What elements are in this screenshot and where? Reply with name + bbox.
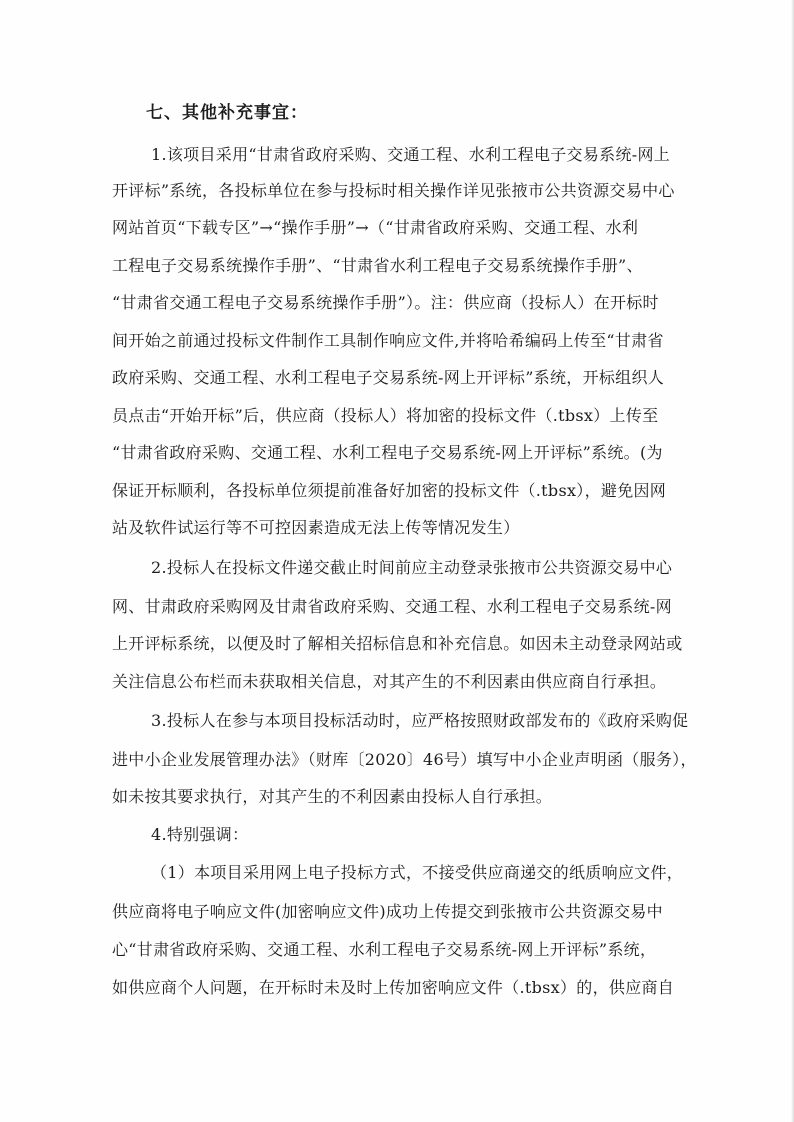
paragraph-5-line-3: 心“甘肃省政府采购、交通工程、水利工程电子交易系统-网上开评标”系统， <box>112 940 657 959</box>
paragraph-1-line-5: “甘肃省交通工程电子交易系统操作手册”）。注：供应商（投标人）在开标时 <box>112 293 659 312</box>
paragraph-1-line-1: 1.该项目采用“甘肃省政府采购、交通工程、水利工程电子交易系统-网上 <box>151 145 671 164</box>
paragraph-5-line-4: 如供应商个人问题，在开标时未及时上传加密响应文件（.tbsx）的，供应商自 <box>112 978 675 997</box>
paragraph-1-line-9: “甘肃省政府采购、交通工程、水利工程电子交易系统-网上开评标”系统。(为 <box>112 443 663 462</box>
paragraph-4-line-1: 4.特别强调： <box>151 825 249 844</box>
paragraph-3-line-2: 进中小企业发展管理办法》（财库〔2020〕46号）填写中小企业声明函（服务）， <box>112 750 697 769</box>
paragraph-1-line-8: 员点击“开始开标”后，供应商（投标人）将加密的投标文件（.tbsx）上传至 <box>112 406 659 425</box>
paragraph-1-line-10: 保证开标顺利，各投标单位须提前准备好加密的投标文件（.tbsx），避免因网 <box>112 481 667 500</box>
section-heading: 七、其他补充事宜： <box>146 103 308 123</box>
paragraph-5-line-1: （1）本项目采用网上电子投标方式，不接受供应商递交的纸质响应文件， <box>151 863 684 882</box>
paragraph-2-line-1: 2.投标人在投标文件递交截止时间前应主动登录张掖市公共资源交易中心 <box>151 558 673 577</box>
paragraph-1-line-7: 政府采购、交通工程、水利工程电子交易系统-网上开评标”系统，开标组织人 <box>112 368 665 387</box>
paragraph-3-line-1: 3.投标人在参与本项目投标活动时，应严格按照财政部发布的《政府采购促 <box>151 711 689 730</box>
paragraph-1-line-2: 开评标”系统，各投标单位在参与投标时相关操作详见张掖市公共资源交易中心 <box>112 181 675 200</box>
paragraph-1-line-11: 站及软件试运行等不可控因素造成无法上传等情况发生） <box>112 518 520 537</box>
paragraph-1-line-6: 间开始之前通过投标文件制作工具制作响应文件,并将哈希编码上传至“甘肃省 <box>112 331 664 350</box>
paragraph-3-line-3: 如未按其要求执行，对其产生的不利因素由投标人自行承担。 <box>112 787 553 806</box>
paragraph-1-line-4: 工程电子交易系统操作手册”、“甘肃省水利工程电子交易系统操作手册”、 <box>112 256 643 275</box>
paragraph-1-line-3: 网站首页“下载专区”→“操作手册”→（“甘肃省政府采购、交通工程、水利 <box>112 218 639 237</box>
paragraph-2-line-3: 上开评标系统，以便及时了解相关招标信息和补充信息。如因未主动登录网站或 <box>112 634 683 653</box>
paragraph-5-line-2: 供应商将电子响应文件(加密响应文件)成功上传提交到张掖市公共资源交易中 <box>112 902 663 921</box>
paragraph-2-line-4: 关注信息公布栏而未获取相关信息，对其产生的不利因素由供应商自行承担。 <box>112 672 667 691</box>
paragraph-2-line-2: 网、甘肃政府采购网及甘肃省政府采购、交通工程、水利工程电子交易系统-网 <box>112 597 672 616</box>
